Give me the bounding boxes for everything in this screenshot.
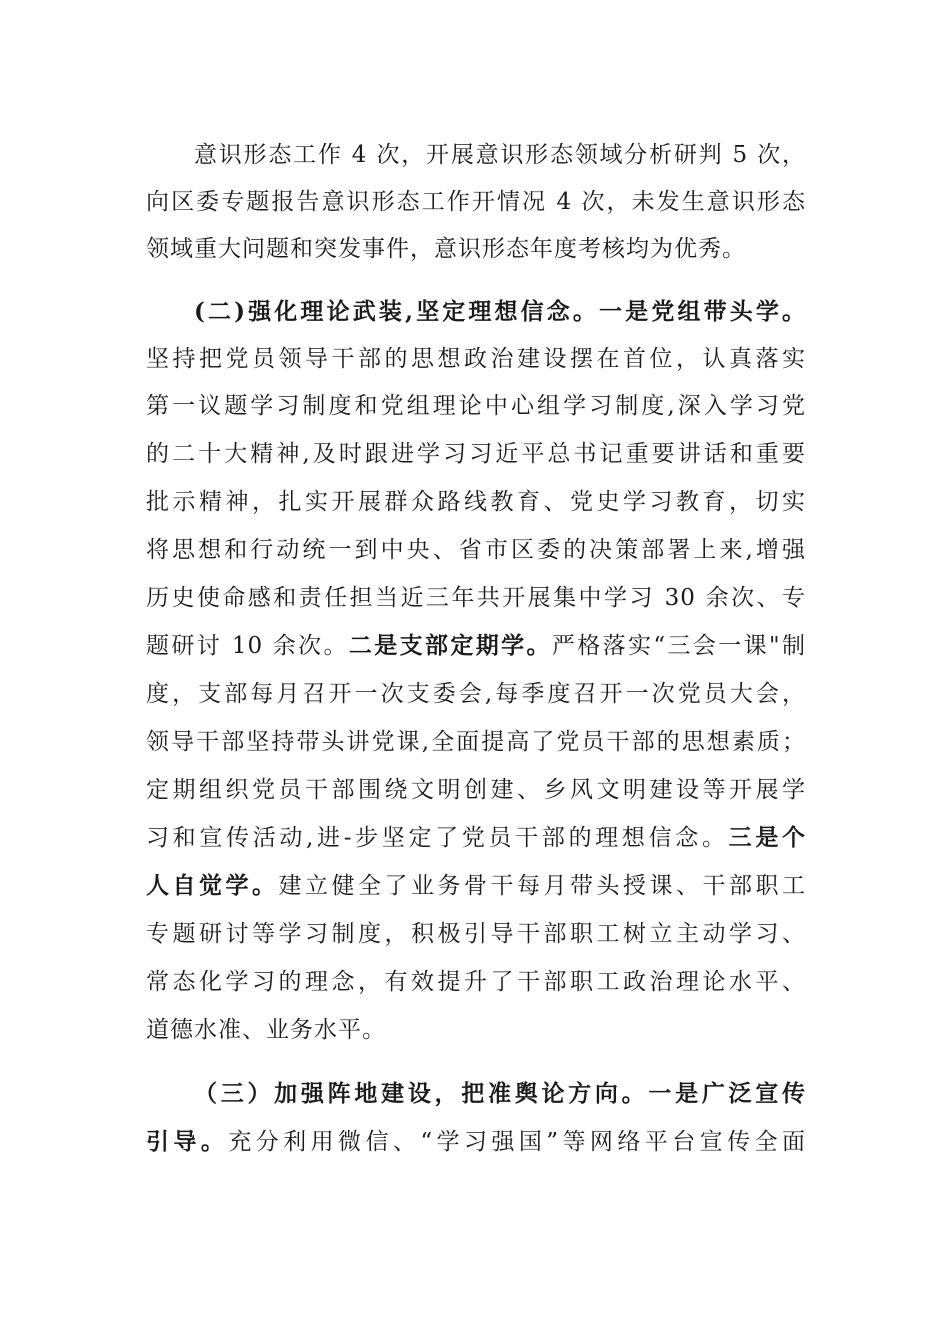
bold-phrase: 三是个	[728, 824, 806, 851]
text-line: 定期组织党员干部围绕文明创建、乡风文明建设等开展学	[146, 777, 806, 803]
text-line: 意识形态工作 4 次，开展意识形态领域分析研判 5 次，	[194, 142, 806, 168]
text-line: 将思想和行动统一到中央、省市区委的决策部署上来,增强	[146, 537, 806, 563]
text-line: 批示精神，扎实开展群众路线教育、党史学习教育，切实	[146, 489, 806, 515]
text-line: 第一议题学习制度和党组理论中心组学习制度,深入学习党	[146, 393, 806, 419]
text-line: 坚持把党员领导干部的思想政治建设摆在首位，认真落实	[146, 346, 806, 372]
text-line: 领导干部坚持带头讲党课,全面提高了党员干部的思想素质；	[146, 729, 806, 755]
text-line: 道德水准、业务水平。	[146, 1017, 386, 1043]
text-line: 度，支部每月召开一次支委会,每季度召开一次党员大会，	[146, 681, 806, 707]
section-heading: （三）加强阵地建设，把准舆论方向。一是广泛宣传	[194, 1080, 806, 1107]
bold-phrase: 人自觉学。	[146, 872, 279, 899]
text-line: 专题研讨等学习制度，积极引导干部职工树立主动学习、	[146, 921, 806, 947]
bold-phrase: 二是支部定期学。	[348, 632, 552, 659]
text-line: 人自觉学。建立健全了业务骨干每月带头授课、干部职工	[146, 872, 806, 899]
section-heading: (二)强化理论武装,坚定理想信念。一是党组带头学。	[194, 298, 806, 325]
text-line: 题研讨 10 余次。二是支部定期学。严格落实“三会一课"制	[146, 632, 807, 659]
text-line: 引导。充分利用微信、“学习强国”等网络平台宣传全面	[146, 1128, 806, 1155]
text-line: 向区委专题报告意识形态工作开情况 4 次，未发生意识形态	[146, 189, 806, 215]
text-line: 习和宣传活动,进-步坚定了党员干部的理想信念。三是个	[146, 824, 806, 851]
bold-phrase: 引导。	[146, 1128, 229, 1155]
text-line: 的二十大精神,及时跟进学习习近平总书记重要讲话和重要	[146, 441, 806, 467]
text-line: 常态化学习的理念，有效提升了干部职工政治理论水平、	[146, 969, 806, 995]
text-line: 历史使命感和责任担当近三年共开展集中学习 30 余次、专	[146, 585, 806, 611]
text-line: 领域重大问题和突发事件，意识形态年度考核均为优秀。	[146, 236, 746, 262]
